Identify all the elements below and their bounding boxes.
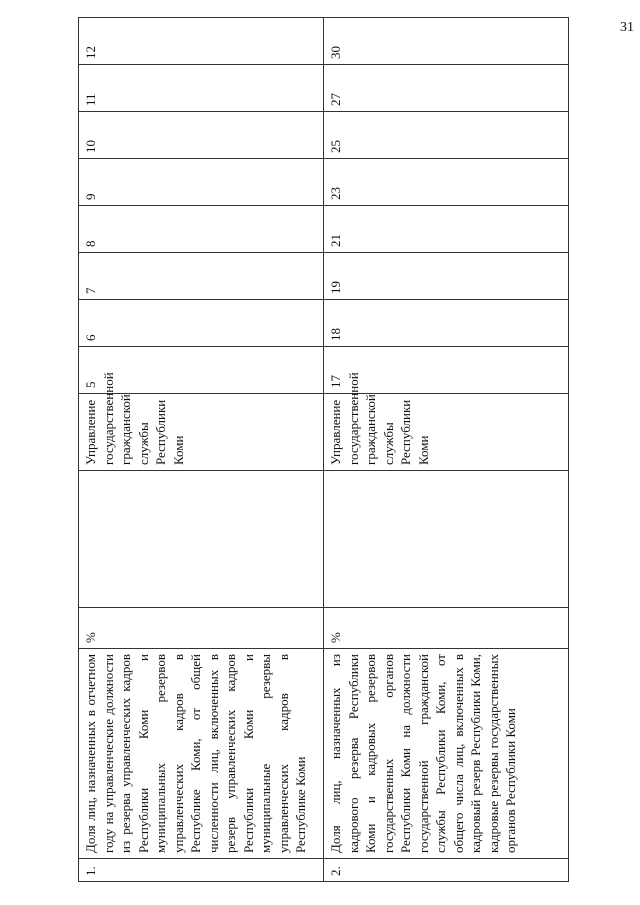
indicator-text: Доля лиц, назначенных из кадрового резерва Республики Коми и кадровых резервов государственных органов Республики Коми на должности государственной гражданской службы Республики Коми, от общего числа лиц, включенных в кадровый резерв Республики Коми, кадровые резервы государственных органов Республики Коми bbox=[324, 649, 569, 859]
page-number: 31 bbox=[620, 20, 634, 35]
value-cell: 7 bbox=[79, 253, 324, 300]
value-cell: 19 bbox=[324, 253, 569, 300]
unit-cell: % bbox=[79, 608, 324, 649]
value-cell: 11 bbox=[79, 65, 324, 112]
indicators-table-rotated bbox=[78, 18, 568, 882]
value-cell: 21 bbox=[324, 206, 569, 253]
value-cell: 5 bbox=[79, 347, 324, 394]
value-cell: 10 bbox=[79, 112, 324, 159]
indicators-table bbox=[78, 17, 569, 882]
value-cell: 18 bbox=[324, 300, 569, 347]
value-cell: 9 bbox=[79, 159, 324, 206]
value-cell: 30 bbox=[324, 18, 569, 65]
value-cell: 27 bbox=[324, 65, 569, 112]
unit-cell: % bbox=[324, 608, 569, 649]
value-cell: 8 bbox=[79, 206, 324, 253]
blank-cell bbox=[324, 471, 569, 608]
value-cell: 23 bbox=[324, 159, 569, 206]
responsible-cell: Управление государственной гражданской службы Республики Коми bbox=[79, 394, 324, 471]
table-row bbox=[79, 18, 324, 882]
value-cell: 17 bbox=[324, 347, 569, 394]
value-cell: 12 bbox=[79, 18, 324, 65]
row-number: 1. bbox=[79, 859, 324, 882]
table-row bbox=[324, 18, 569, 882]
value-cell: 25 bbox=[324, 112, 569, 159]
indicator-text: Доля лиц, назначенных в отчетном году на управленческие должности из резерва управленческих кадров Республики Коми и муниципальных резервов управленческих кадров в Республике Коми, от общей численности лиц, включенных в резерв управленческих кадров Республики Коми и муниципальные резервы управленческих кадров в Республике Коми bbox=[79, 649, 324, 859]
value-cell: 6 bbox=[79, 300, 324, 347]
blank-cell bbox=[79, 471, 324, 608]
row-number: 2. bbox=[324, 859, 569, 882]
responsible-cell: Управление государственной гражданской службы Республики Коми bbox=[324, 394, 569, 471]
